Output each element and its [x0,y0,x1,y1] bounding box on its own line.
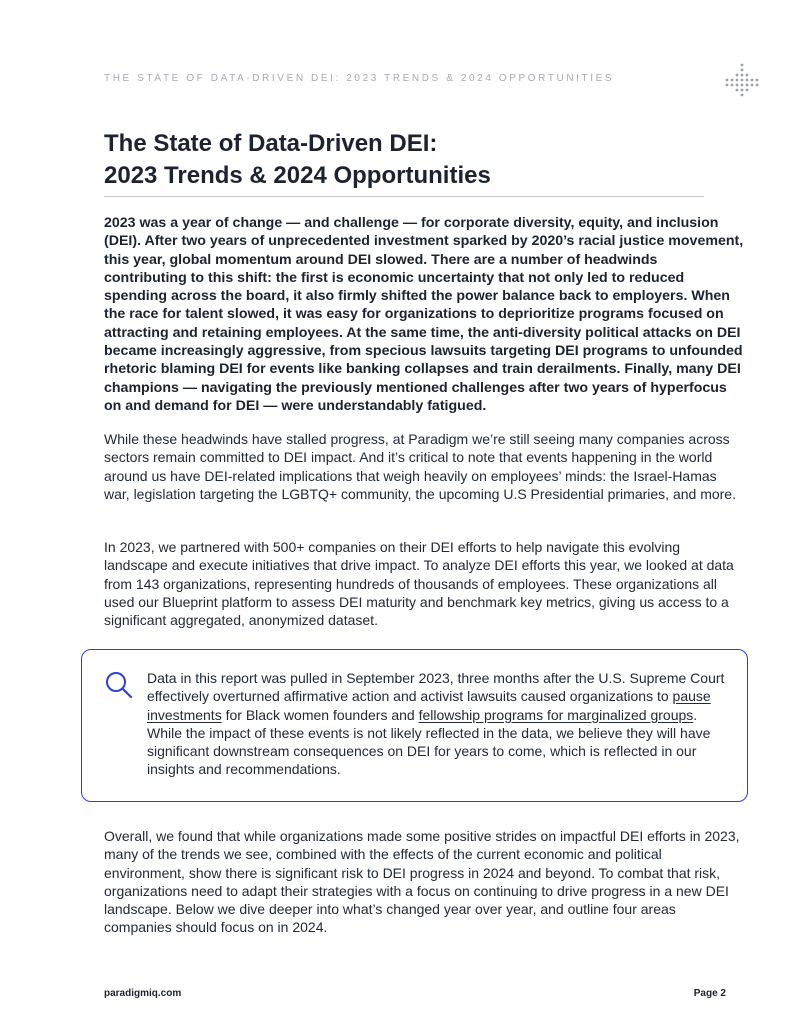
lead-paragraph: 2023 was a year of change — and challenge — for corporate diversity, equity, and inclusion (DEI). After two years of unprecedented investment sparked by 2020’s racial justice movement, this year, global momentum around DEI slowed. There are a number of headwinds contributing to this shift: the first is economic uncertainty that not only led to reduced spending across the board, it also firmly shifted the power balance back to employers. When the race for talent slowed, it was easy for organizations to deprioritize programs focused on attracting and retaining employees. At the same time, the anti-diversity political attacks on DEI became increasingly aggressive, from specious lawsuits targeting DEI programs to unfounded rhetoric blaming DEI for events like banking collapses and train derailments. Finally, many DEI champions — navigating the previously mentioned challenges after two years of hyperfocus on and demand for DEI — were understandably fatigued. [104,215,744,414]
running-header: THE STATE OF DATA-DRIVEN DEI: 2023 TRENDS & 2024 OPPORTUNITIES [104,73,615,84]
body-paragraph-3: In 2023, we partnered with 500+ companies on their DEI efforts to help navigate this evolving landscape and execute initiatives that drive impact. To analyze DEI efforts this year, we looked at data from 143 organizations, representing hundreds of thousands of employees. These organizations all used our Blueprint platform to assess DEI maturity and benchmark key metrics, giving us access to a significant aggregated, anonymized dataset. [104,539,734,629]
page-title-line1: The State of Data-Driven DEI: [104,130,438,157]
fellowship-programs-link[interactable]: fellowship programs for marginalized groups [418,706,694,723]
page-title-line2: 2023 Trends & 2024 Opportunities [104,162,491,189]
footer-site: paradigmiq.com [104,988,182,999]
page-title [104,128,724,192]
dot-arrow-logo-icon [724,62,760,98]
search-icon [104,670,134,700]
callout-text-part1: Data in this report was pulled in September 2023, three months after the U.S. Supreme Court effectively overturned affirmative action and activist lawsuits caused organizations to [147,670,725,705]
body-paragraph-2: While these headwinds have stalled progress, at Paradigm we’re still seeing many companies across sectors remain committed to DEI impact. And it’s critical to note that events happening in the world around us have DEI-related implications that weigh heavily on employees’ minds: the Israel-Hamas war, legislation targeting the LGBTQ+ community, the upcoming U.S Presidential primaries, and more. [104,431,736,502]
callout-text-part3: . While the impact of these events is not likely reflected in the data, we believe they will have significant downstream consequences on DEI for years to come, which is reflected in our insights and recommendations. [147,706,711,778]
page-number: Page 2 [693,988,726,999]
body-paragraph-4: Overall, we found that while organizations made some positive strides on impactful DEI efforts in 2023, many of the trends we see, combined with the effects of the current economic and political environment, show there is significant risk to DEI progress in 2024 and beyond. To combat that risk, organizations need to adapt their strategies with a focus on continuing to drive progress in a new DEI landscape. Below we dive deeper into what’s changed year over year, and outline four areas companies should focus on in 2024. [104,828,740,936]
title-divider [104,196,704,197]
callout-text [147,669,732,779]
callout-text-part2: for Black women founders and [221,706,419,723]
data-note-callout [81,649,748,802]
pause-investments-link[interactable]: pause investments [147,688,711,723]
